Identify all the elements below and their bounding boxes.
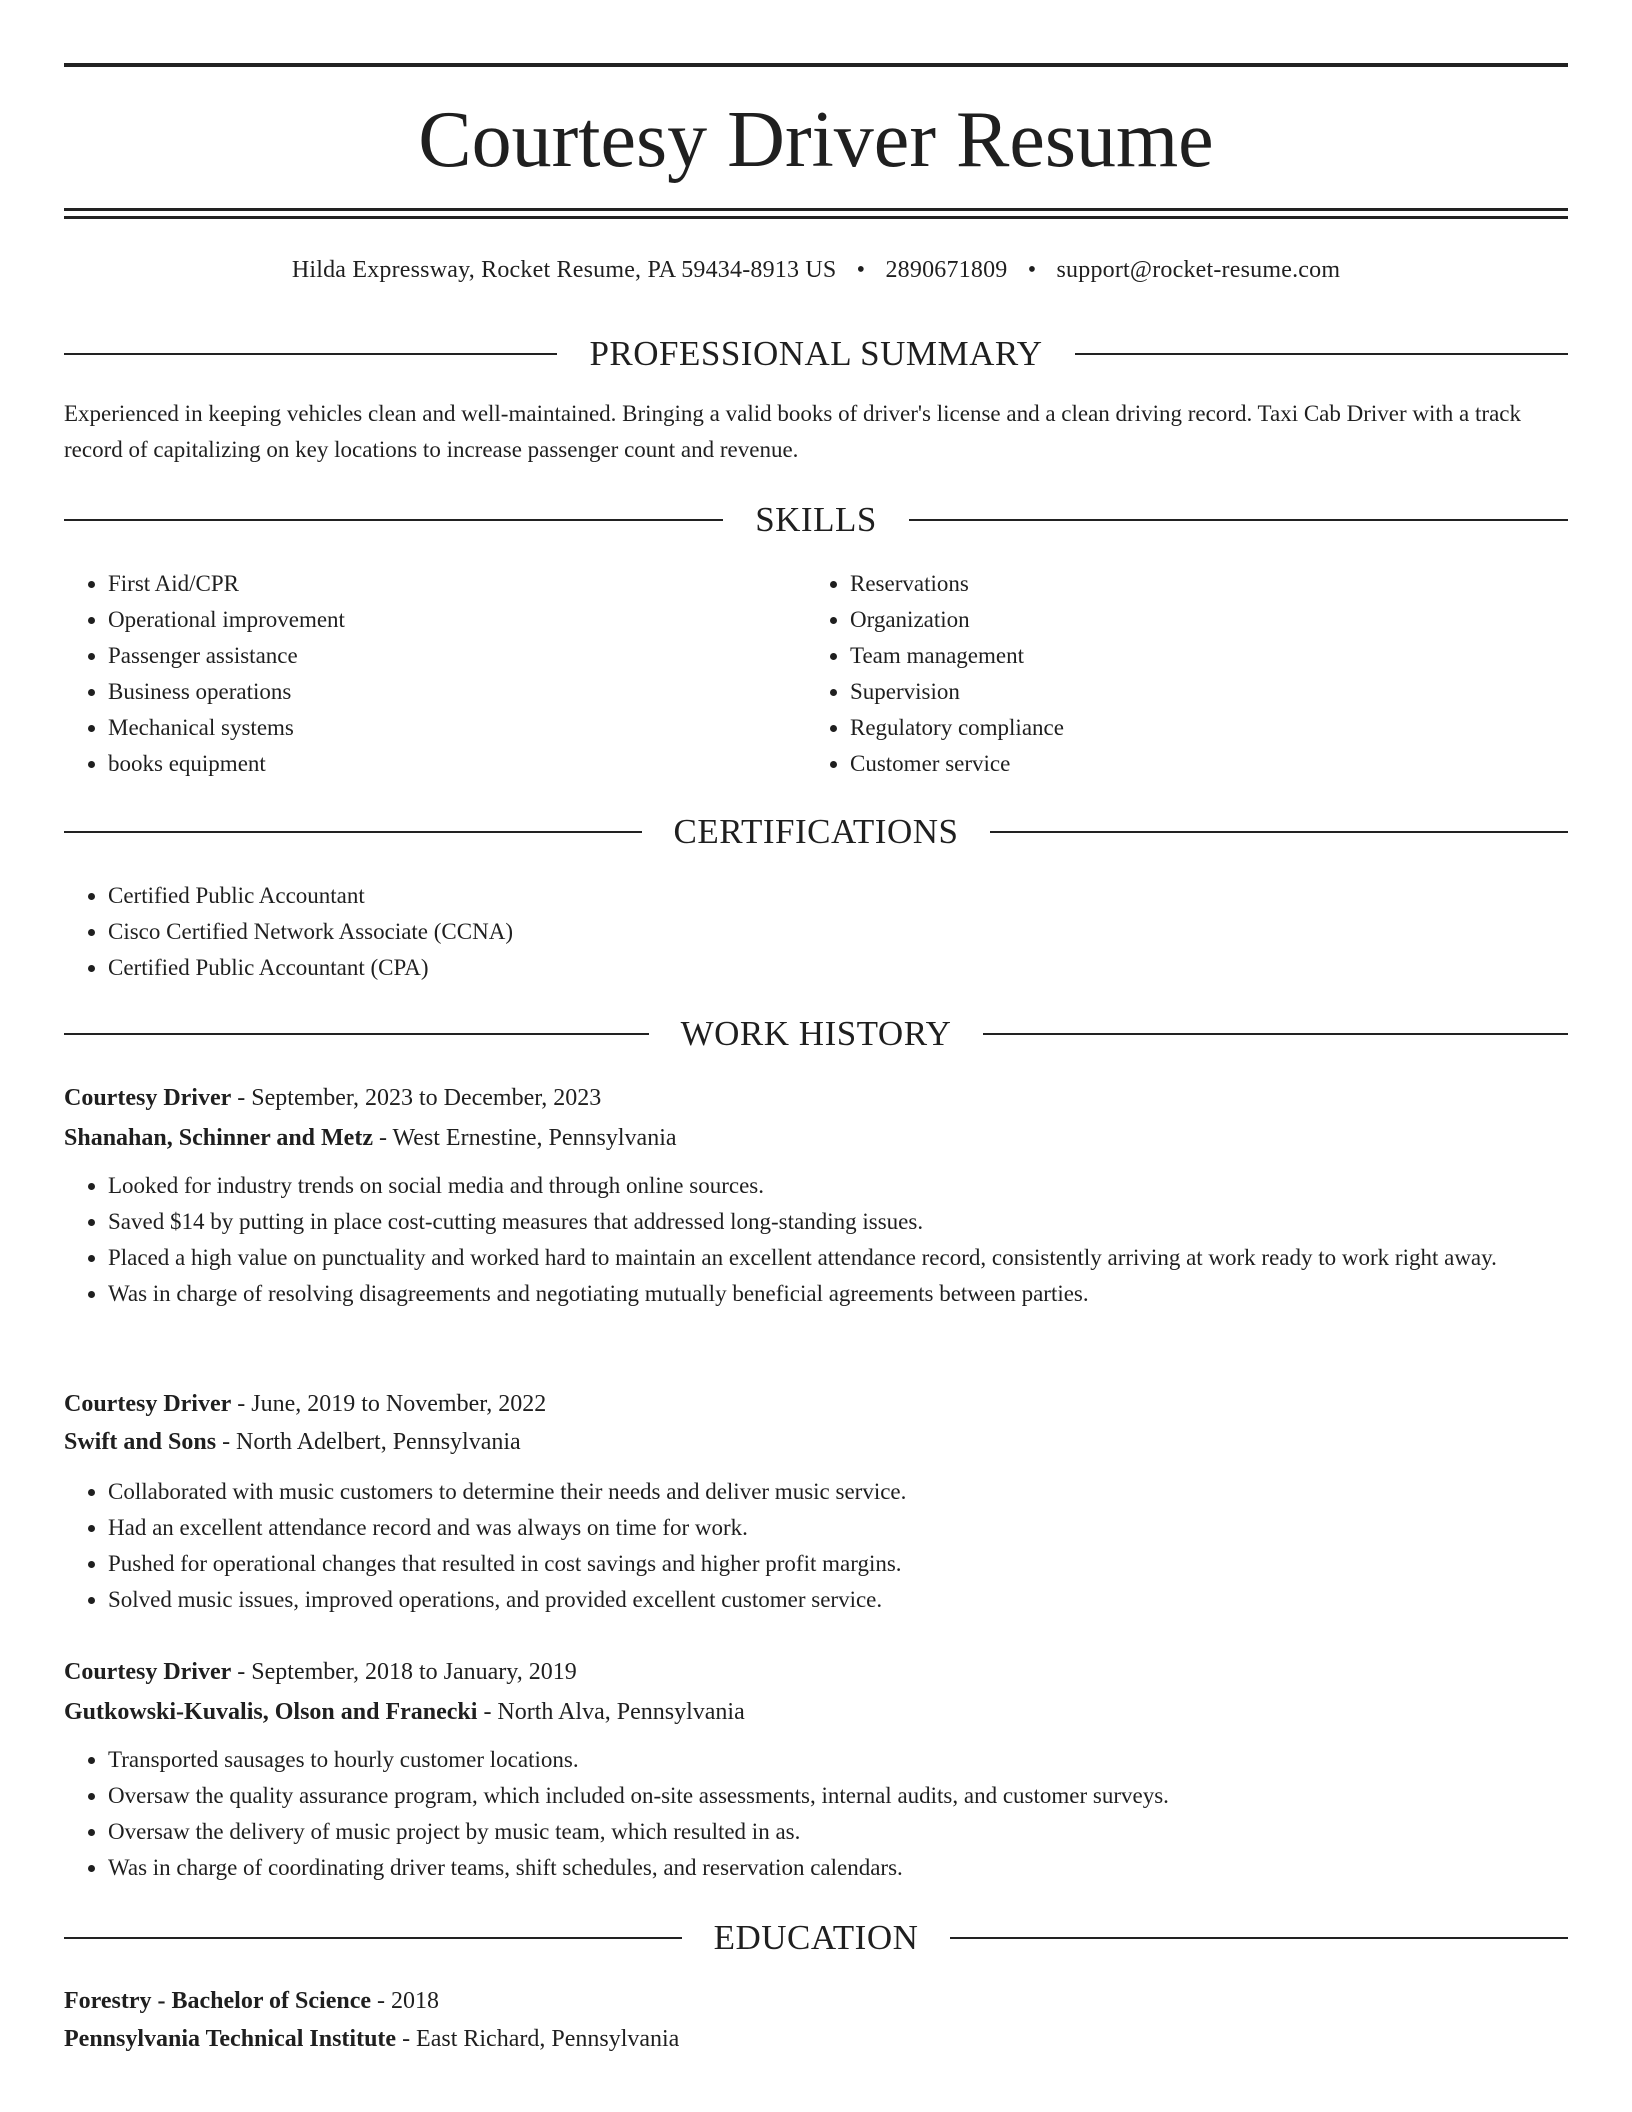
job-title: Courtesy Driver [64, 1391, 232, 1417]
job-dates: - June, 2019 to November, 2022 [231, 1391, 547, 1417]
education-location: - East Richard, Pennsylvania [396, 2026, 680, 2052]
job-entry [64, 1654, 1568, 1886]
skill-item: • First Aid/CPR [108, 566, 806, 602]
divider [990, 831, 1568, 833]
divider [64, 1033, 649, 1035]
skill-item: • books equipment [108, 746, 806, 782]
job-company: Swift and Sons [64, 1429, 217, 1455]
certification-item: • Cisco Certified Network Associate (CCNA) [108, 914, 1568, 950]
job-bullet: • Was in charge of resolving disagreements and negotiating mutually beneficial agreements between parties. [108, 1276, 1568, 1312]
contact-address: Hilda Expressway, Rocket Resume, PA 59434-8913 US [291, 257, 837, 283]
divider [64, 353, 557, 355]
job-title-line [64, 1386, 1568, 1422]
divider [950, 1937, 1568, 1939]
job-title: Courtesy Driver [64, 1085, 232, 1111]
contact-separator: • [856, 257, 866, 283]
certification-item: • Certified Public Accountant (CPA) [108, 950, 1568, 986]
divider [909, 519, 1568, 521]
job-bullet: • Collaborated with music customers to determine their needs and deliver music service. [108, 1474, 1568, 1510]
certification-item: • Certified Public Accountant [108, 878, 1568, 914]
job-company-line [64, 1120, 1568, 1156]
section-title: SKILLS [755, 500, 877, 539]
job-location: - North Adelbert, Pennsylvania [216, 1429, 521, 1455]
education-entry [64, 1982, 1568, 2058]
skills-column-right [806, 566, 1548, 782]
contact-separator: • [1027, 257, 1037, 283]
contact-line [64, 254, 1568, 286]
skill-item: • Regulatory compliance [850, 710, 1548, 746]
job-company-line [64, 1694, 1568, 1730]
title-rule-lower [64, 216, 1568, 219]
job-company: Gutkowski-Kuvalis, Olson and Franecki [64, 1699, 478, 1725]
skill-item: • Reservations [850, 566, 1548, 602]
section-header-summary [64, 332, 1568, 376]
education-year: - 2018 [371, 1988, 440, 2014]
job-bullet: • Placed a high value on punctuality and worked hard to maintain an excellent attendance record, consistently arriving at work ready to work right away. [108, 1240, 1568, 1276]
job-bullet: • Transported sausages to hourly customer locations. [108, 1742, 1568, 1778]
job-company-line [64, 1424, 1568, 1460]
divider [1075, 353, 1568, 355]
job-bullet: • Pushed for operational changes that resulted in cost savings and higher profit margins. [108, 1546, 1568, 1582]
contact-email: support@rocket-resume.com [1056, 257, 1341, 283]
job-dates: - September, 2023 to December, 2023 [231, 1085, 602, 1111]
education-school: Pennsylvania Technical Institute [64, 2026, 397, 2052]
summary-text: Experienced in keeping vehicles clean and well-maintained. Bringing a valid books of driver's license and a clean driving record. Taxi Cab Driver with a track record of capitalizing on key locations to increase passenger count and revenue. [64, 401, 1521, 462]
contact-phone: 2890671809 [885, 257, 1008, 283]
job-bullet: • Looked for industry trends on social media and through online sources. [108, 1168, 1568, 1204]
job-location: - West Ernestine, Pennsylvania [372, 1125, 677, 1151]
section-header-education [64, 1916, 1568, 1960]
section-title: CERTIFICATIONS [673, 812, 959, 851]
job-bullet: • Oversaw the delivery of music project by music team, which resulted in as. [108, 1814, 1568, 1850]
job-dates: - September, 2018 to January, 2019 [231, 1659, 577, 1685]
skill-item: • Team management [850, 638, 1548, 674]
education-school-line [64, 2020, 1568, 2058]
divider [64, 831, 642, 833]
job-bullet: • Had an excellent attendance record and was always on time for work. [108, 1510, 1568, 1546]
top-rule [64, 63, 1568, 67]
skills-column-left [64, 566, 806, 782]
skill-item: • Organization [850, 602, 1548, 638]
job-company: Shanahan, Schinner and Metz [64, 1125, 373, 1151]
skill-item: • Passenger assistance [108, 638, 806, 674]
skill-item: • Mechanical systems [108, 710, 806, 746]
job-entry [64, 1080, 1568, 1312]
job-bullet: • Was in charge of coordinating driver teams, shift schedules, and reservation calendars. [108, 1850, 1568, 1886]
job-bullet: • Oversaw the quality assurance program, which included on-site assessments, internal audits, and customer surveys. [108, 1778, 1568, 1814]
job-title-line [64, 1080, 1568, 1116]
skill-item: • Supervision [850, 674, 1548, 710]
divider [983, 1033, 1568, 1035]
job-title: Courtesy Driver [64, 1659, 232, 1685]
skills-list [64, 566, 1568, 782]
skill-item: • Customer service [850, 746, 1548, 782]
job-location: - North Alva, Pennsylvania [477, 1699, 745, 1725]
divider [64, 519, 723, 521]
job-title-line [64, 1654, 1568, 1690]
certifications-list [64, 878, 1568, 986]
section-header-certifications [64, 810, 1568, 854]
section-title: EDUCATION [713, 1918, 919, 1957]
education-degree: Forestry - Bachelor of Science [64, 1988, 372, 2014]
skill-item: • Business operations [108, 674, 806, 710]
job-bullet: • Solved music issues, improved operations, and provided excellent customer service. [108, 1582, 1568, 1618]
skill-item: • Operational improvement [108, 602, 806, 638]
section-header-work-history [64, 1012, 1568, 1056]
job-bullet: • Saved $14 by putting in place cost-cutting measures that addressed long-standing issues. [108, 1204, 1568, 1240]
education-degree-line [64, 1982, 1568, 2020]
divider [64, 1937, 682, 1939]
section-title: WORK HISTORY [680, 1014, 952, 1053]
section-header-skills [64, 498, 1568, 542]
section-title: PROFESSIONAL SUMMARY [589, 334, 1043, 373]
job-entry [64, 1386, 1568, 1618]
resume-title: Courtesy Driver Resume [418, 96, 1214, 184]
title-rule-upper [64, 208, 1568, 211]
